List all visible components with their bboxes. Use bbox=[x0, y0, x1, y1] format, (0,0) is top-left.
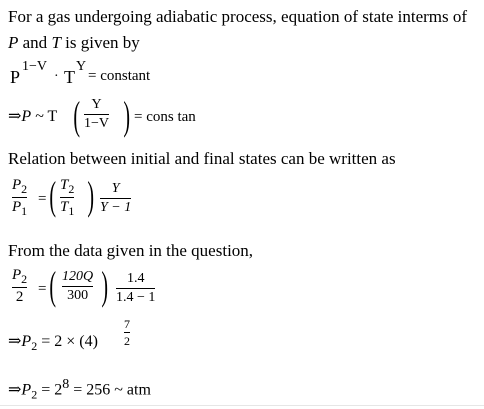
eq2-fraction bbox=[84, 98, 109, 131]
bottom-divider bbox=[0, 405, 484, 406]
equation-result bbox=[8, 372, 228, 402]
eq4-temp-numerator: 120Q bbox=[62, 269, 94, 284]
eq3-p2: $P_2$ bbox=[12, 177, 28, 196]
right-paren: ) bbox=[123, 93, 130, 138]
eq3-t1: $T_1$ bbox=[60, 199, 75, 218]
eq4-lhs-fraction bbox=[12, 268, 27, 305]
eq4-equals: = bbox=[38, 281, 47, 297]
eq1-dot: · bbox=[54, 69, 59, 84]
eq4-temp-fraction bbox=[62, 270, 93, 303]
eq3-left-paren: ( bbox=[49, 173, 56, 218]
eq4-exp-denominator: 1.4 − 1 bbox=[116, 290, 156, 305]
symbol-t: T bbox=[51, 33, 61, 52]
eq3-right-paren: ) bbox=[87, 173, 94, 218]
equation-relation bbox=[8, 173, 208, 222]
from-data-line: From the data given in the question, bbox=[8, 241, 254, 260]
intro-line: For a gas undergoing adiabatic process, equation of state interms of bbox=[8, 7, 468, 26]
eq4-exponent-fraction bbox=[116, 272, 155, 305]
eq4-p2: $P_2$ bbox=[12, 267, 28, 286]
eq3-exp-numerator: Y bbox=[111, 181, 120, 196]
relation-line: Relation between initial and final states can be written as bbox=[8, 149, 396, 168]
eq1-p: P bbox=[10, 67, 21, 87]
eq1-t-exponent: Y bbox=[76, 59, 87, 74]
eq3-p1: $P_1$ bbox=[12, 199, 28, 218]
eq2-denominator: 1−V bbox=[84, 116, 110, 131]
eq1-rhs: = constant bbox=[88, 68, 151, 84]
eq2-lhs: ⇒P ~ T bbox=[8, 108, 58, 125]
eq4-right-paren: ) bbox=[101, 263, 108, 308]
eq3-t-fraction bbox=[60, 178, 74, 217]
eq1-t: T bbox=[64, 67, 75, 87]
eq2-rhs: = cons tan bbox=[134, 109, 196, 125]
eq5-exp-numerator: 7 bbox=[124, 317, 130, 331]
eq4-left-paren: ( bbox=[49, 263, 56, 308]
equation-power bbox=[8, 318, 208, 358]
eq6-text: $\Rightarrow P_2 = 2^8 = 256$ ~ atm bbox=[8, 377, 151, 402]
eq3-equals: = bbox=[38, 191, 47, 207]
eq3-exp-denominator: Y − 1 bbox=[100, 200, 132, 215]
equation-state bbox=[8, 59, 208, 88]
eq5-exp-denominator: 2 bbox=[124, 334, 130, 348]
eq1-p-exponent: 1−V bbox=[22, 59, 48, 74]
equation-substitution bbox=[8, 263, 228, 312]
eq5-exponent-fraction bbox=[124, 318, 130, 347]
eq5-text: $\Rightarrow P_2 = 2 \times (4)$ bbox=[8, 333, 98, 354]
intro-line-2: P and T is given by bbox=[8, 33, 140, 52]
eq3-lhs-fraction bbox=[12, 178, 27, 217]
eq4-temp-denominator: 300 bbox=[67, 288, 89, 303]
eq4-lhs-denominator: 2 bbox=[15, 289, 24, 305]
eq3-t2: $T_2$ bbox=[60, 177, 75, 196]
eq2-numerator: Y bbox=[91, 97, 102, 112]
symbol-p: P bbox=[8, 33, 19, 52]
equation-proportional bbox=[8, 93, 228, 140]
eq4-exp-numerator: 1.4 bbox=[126, 271, 145, 286]
left-paren: ( bbox=[73, 93, 80, 138]
eq3-exponent-fraction bbox=[100, 182, 131, 215]
